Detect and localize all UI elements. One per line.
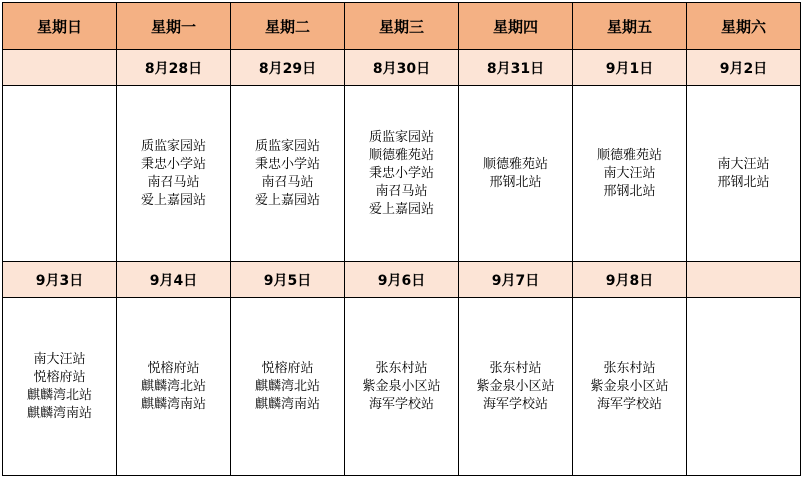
station-name: 南召马站: [375, 183, 428, 199]
schedule-calendar: [2, 2, 801, 476]
stations-cell: [573, 86, 687, 262]
station-name: 爱上嘉园站: [368, 201, 434, 217]
date-cell: 8月31日: [459, 50, 573, 86]
weekday-header: 星期日: [3, 3, 117, 50]
stations-cell: [687, 298, 801, 476]
date-cell: 8月30日: [345, 50, 459, 86]
date-cell: 9月5日: [231, 262, 345, 298]
station-name: 顺德雅苑站: [482, 156, 548, 172]
date-cell: 9月3日: [3, 262, 117, 298]
station-name: 张东村站: [375, 360, 428, 376]
station-name: 张东村站: [603, 360, 656, 376]
station-name: 悦榕府站: [33, 369, 86, 385]
station-name: 顺德雅苑站: [368, 147, 434, 163]
station-name: 海军学校站: [596, 396, 662, 412]
date-cell: 9月7日: [459, 262, 573, 298]
station-name: 麒麟湾南站: [26, 405, 92, 421]
weekday-header: 星期三: [345, 3, 459, 50]
date-cell: 9月2日: [687, 50, 801, 86]
weekday-header: 星期六: [687, 3, 801, 50]
date-row-week-1: [3, 50, 801, 86]
station-name: 海军学校站: [482, 396, 548, 412]
station-name: 悦榕府站: [261, 360, 314, 376]
station-name: 紫金泉小区站: [476, 378, 555, 394]
stations-row-week-2: [3, 298, 801, 476]
stations-cell: [117, 298, 231, 476]
station-name: 南大汪站: [33, 351, 86, 367]
stations-cell: [231, 86, 345, 262]
stations-cell: [573, 298, 687, 476]
station-name: 麒麟湾北站: [140, 378, 206, 394]
station-name: 海军学校站: [368, 396, 434, 412]
date-cell: [687, 262, 801, 298]
station-name: 质监家园站: [368, 129, 434, 145]
station-name: 邢钢北站: [489, 174, 542, 190]
station-name: 爱上嘉园站: [254, 192, 320, 208]
station-name: 麒麟湾北站: [26, 387, 92, 403]
station-name: 南召马站: [147, 174, 200, 190]
station-name: 秉忠小学站: [254, 156, 320, 172]
station-name: 麒麟湾南站: [254, 396, 320, 412]
station-name: 邢钢北站: [603, 183, 656, 199]
station-name: 邢钢北站: [717, 174, 770, 190]
stations-cell: [3, 86, 117, 262]
station-name: 爱上嘉园站: [140, 192, 206, 208]
weekday-header: 星期四: [459, 3, 573, 50]
date-cell: 8月28日: [117, 50, 231, 86]
stations-cell: [231, 298, 345, 476]
station-name: 麒麟湾北站: [254, 378, 320, 394]
date-cell: 8月29日: [231, 50, 345, 86]
station-name: 质监家园站: [254, 138, 320, 154]
weekday-header: 星期五: [573, 3, 687, 50]
stations-cell: [687, 86, 801, 262]
station-name: 质监家园站: [140, 138, 206, 154]
station-name: 南大汪站: [603, 165, 656, 181]
station-name: 南大汪站: [717, 156, 770, 172]
station-name: 麒麟湾南站: [140, 396, 206, 412]
date-cell: 9月6日: [345, 262, 459, 298]
station-name: 顺德雅苑站: [596, 147, 662, 163]
date-cell: 9月4日: [117, 262, 231, 298]
station-name: 紫金泉小区站: [362, 378, 441, 394]
weekday-header: 星期一: [117, 3, 231, 50]
station-name: 悦榕府站: [147, 360, 200, 376]
station-name: 南召马站: [261, 174, 314, 190]
weekday-header-row: [3, 3, 801, 50]
date-cell: 9月8日: [573, 262, 687, 298]
stations-cell: [459, 298, 573, 476]
stations-cell: [117, 86, 231, 262]
date-row-week-2: [3, 262, 801, 298]
stations-cell: [345, 298, 459, 476]
stations-row-week-1: [3, 86, 801, 262]
station-name: 紫金泉小区站: [590, 378, 669, 394]
stations-cell: [459, 86, 573, 262]
weekday-header: 星期二: [231, 3, 345, 50]
stations-cell: [345, 86, 459, 262]
station-name: 秉忠小学站: [140, 156, 206, 172]
stations-cell: [3, 298, 117, 476]
station-name: 秉忠小学站: [368, 165, 434, 181]
date-cell: 9月1日: [573, 50, 687, 86]
date-cell: [3, 50, 117, 86]
station-name: 张东村站: [489, 360, 542, 376]
